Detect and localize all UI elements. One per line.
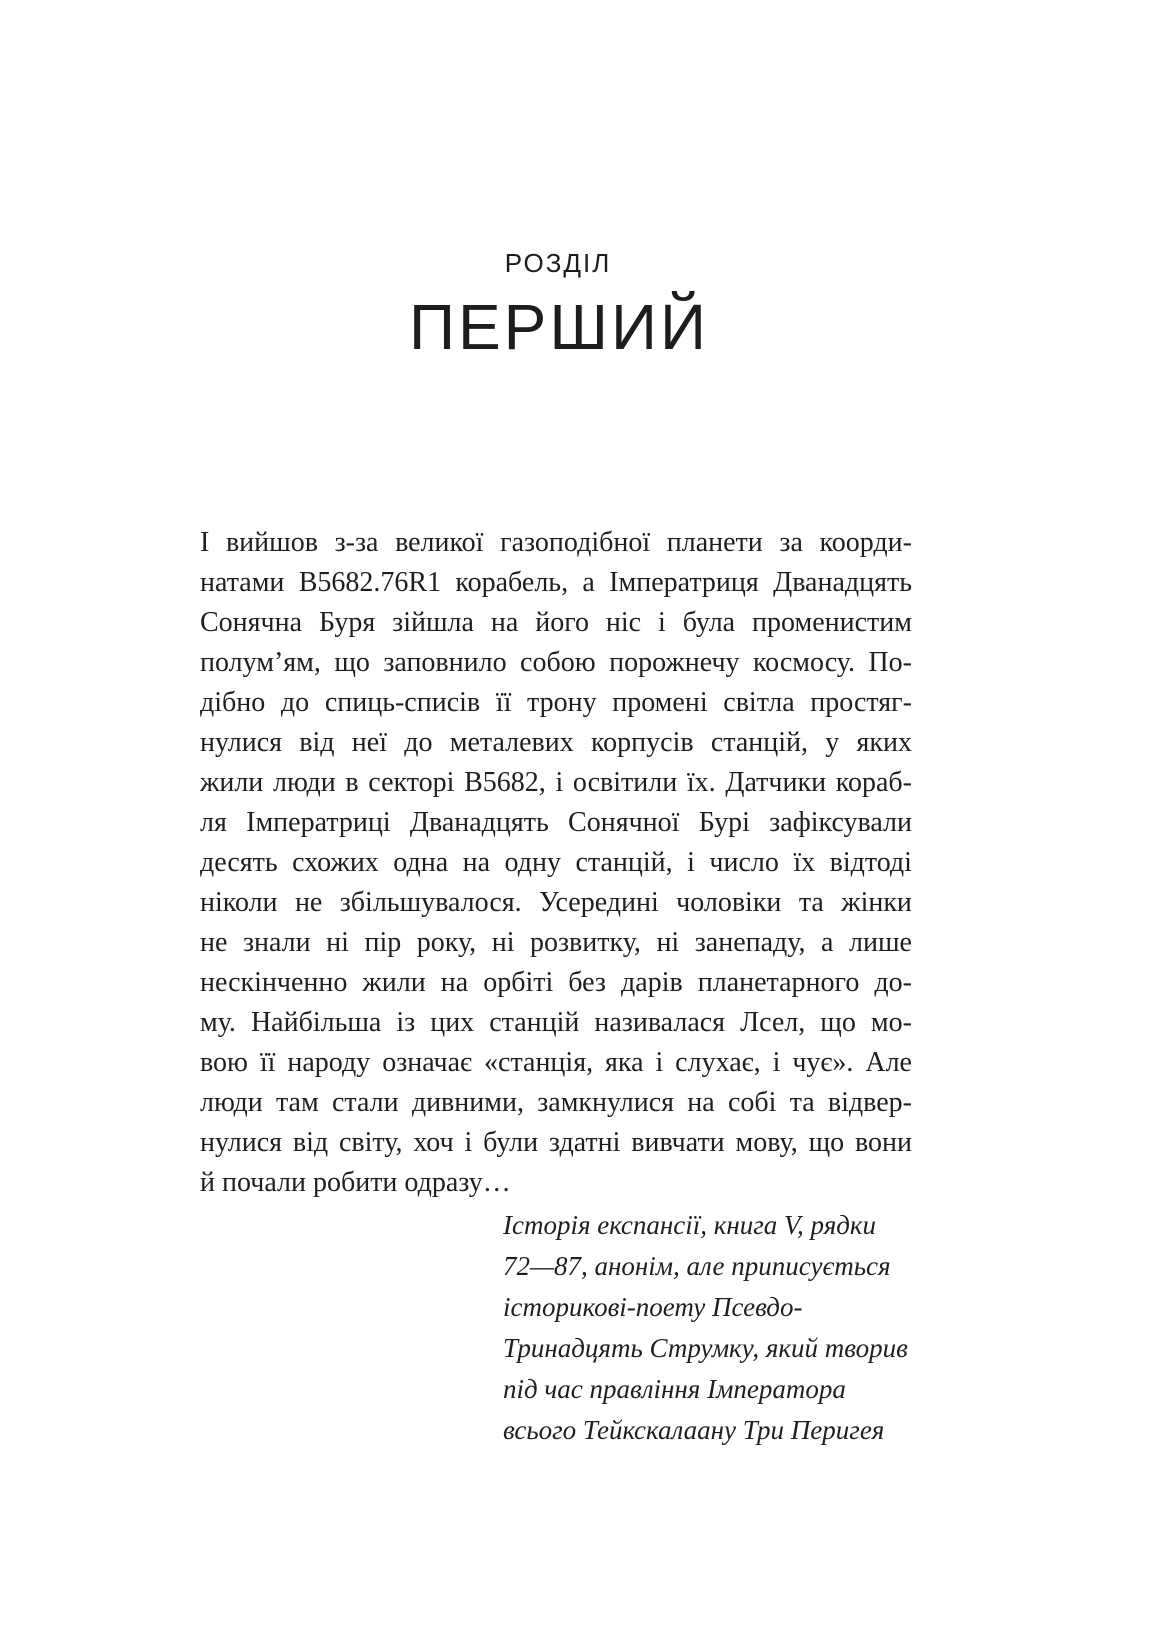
- body-text-line: не знали ні пір року, ні розвитку, ні занепаду, а лише: [200, 927, 912, 958]
- epigraph-line: Тринадцять Струмку, який творив: [503, 1333, 908, 1363]
- body-text-line: ля Імператриці Дванадцять Сонячної Бурі зафіксували: [200, 807, 912, 838]
- body-text-line: нулися від неї до металевих корпусів станцій, у яких: [200, 727, 912, 758]
- body-text-line: жили люди в секторі B5682, і освітили їх. Датчики кораб-: [200, 767, 912, 798]
- body-text-line: І вийшов з-за великої газоподібної планети за коорди-: [200, 527, 912, 558]
- body-text-line: й почали робити одразу…: [200, 1167, 511, 1198]
- body-text-line: люди там стали дивними, замкнулися на собі та відвер-: [200, 1087, 912, 1118]
- body-text-line: вою її народу означає «станція, яка і слухає, і чує». Але: [200, 1047, 912, 1078]
- body-text-line: дібно до спиць-списів її трону промені світла простяг-: [200, 687, 912, 718]
- epigraph-line: всього Тейкскалаану Три Перигея: [503, 1415, 885, 1445]
- body-text-line: полум’ям, що заповнило собою порожнечу космосу. По-: [200, 647, 912, 678]
- body-text-line: Сонячна Буря зійшла на його ніс і була променистим: [200, 607, 912, 638]
- body-text-line: десять схожих одна на одну станцій, і число їх відтоді: [200, 847, 912, 878]
- chapter-title: ПЕРШИЙ: [408, 291, 710, 363]
- epigraph-line: Історія експансії, книга V, рядки: [503, 1210, 877, 1240]
- body-text-line: нескінченно жили на орбіті без дарів планетарного до-: [200, 967, 912, 998]
- chapter-kicker: РОЗДІЛ: [504, 248, 612, 278]
- body-text: [200, 523, 912, 1203]
- body-text-line: натами B5682.76R1 корабель, а Імператриця Дванадцять: [200, 567, 912, 598]
- epigraph-line: під час правління Імператора: [503, 1374, 846, 1404]
- epigraph-line: історикові-поету Псевдо-: [503, 1292, 803, 1322]
- body-text-line: нулися від світу, хоч і були здатні вивчати мову, що вони: [200, 1127, 912, 1158]
- body-text-line: му. Найбільша із цих станцій називалася Лсел, що мо-: [200, 1007, 912, 1038]
- body-text-line: ніколи не збільшувалося. Усередині чоловіки та жінки: [200, 887, 912, 918]
- epigraph-line: 72—87, анонім, але приписується: [503, 1251, 891, 1281]
- epigraph-attribution: [503, 1205, 943, 1451]
